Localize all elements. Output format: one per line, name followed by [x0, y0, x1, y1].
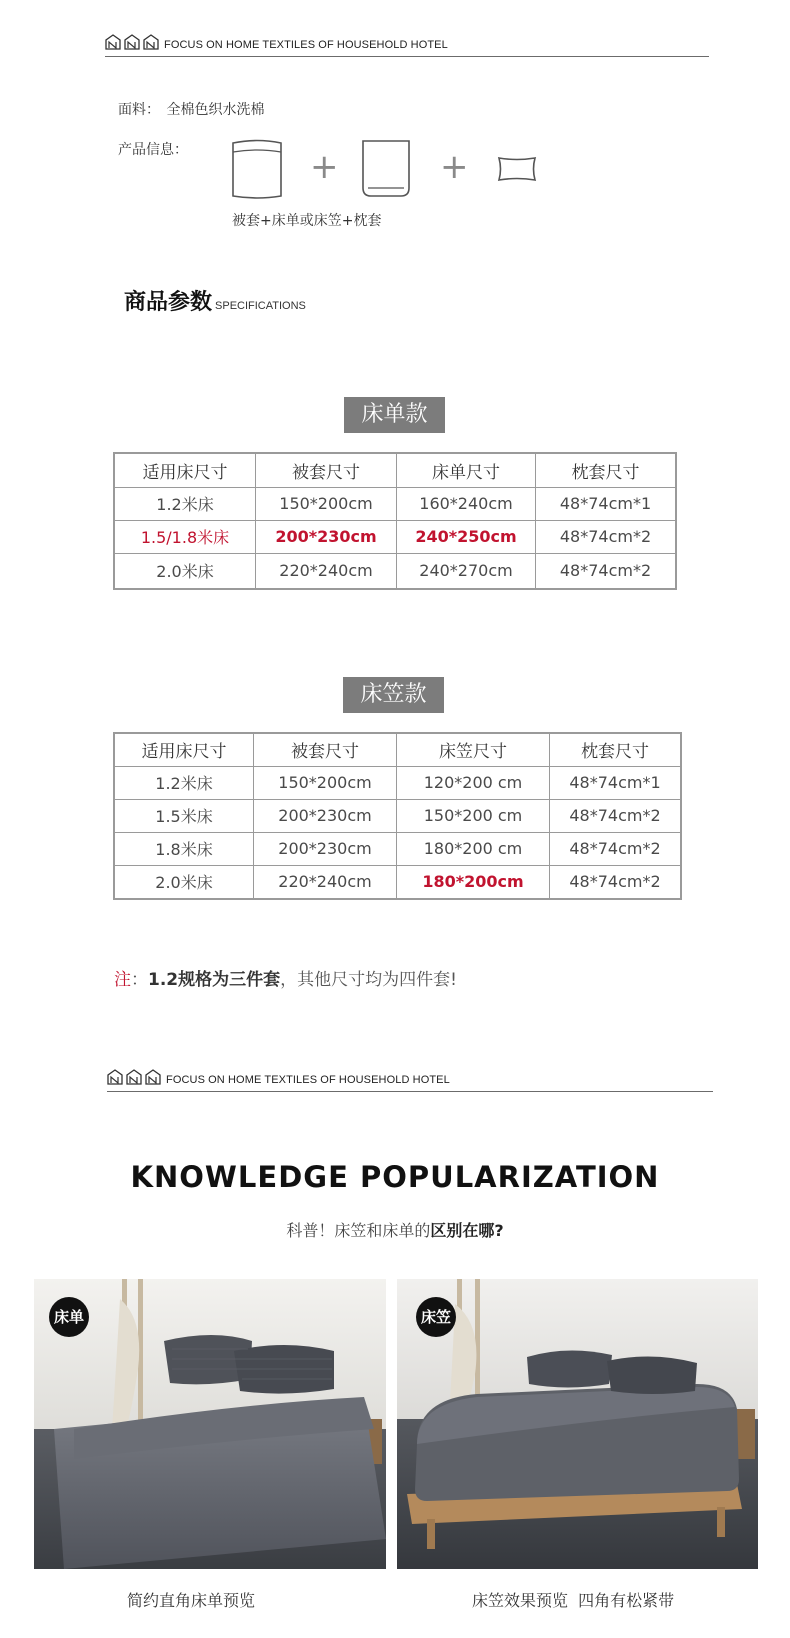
table-cell: 1.2米床: [114, 487, 256, 520]
note-colon: ：: [131, 970, 148, 990]
table-header-cell: 被套尺寸: [256, 453, 397, 487]
bed-sheet-icon: [360, 138, 412, 200]
plus-sign: +: [440, 147, 469, 187]
table-cell: 48*74cm*2: [550, 799, 682, 832]
table-header-cell: 枕套尺寸: [536, 453, 677, 487]
fitted-sheet-photo: [397, 1279, 758, 1569]
house-icon: [105, 34, 121, 50]
spec-heading: [124, 285, 306, 316]
table-row: [114, 487, 676, 520]
table-cell: 220*240cm: [256, 553, 397, 589]
sheet-style-badge: 床单款: [344, 397, 445, 433]
table-header-row: [114, 453, 676, 487]
table-row: [114, 832, 681, 865]
table-cell: 200*230cm: [254, 832, 397, 865]
table-row: [114, 553, 676, 589]
fitted-sheet-caption: 床笠效果预览 四角有松紧带: [472, 1591, 675, 1610]
plus-sign: +: [310, 147, 339, 187]
table-cell: 150*200 cm: [397, 799, 550, 832]
house-icon: [124, 34, 140, 50]
table-header-cell: 适用床尺寸: [114, 733, 254, 766]
knowledge-subtitle-plain: 科普！床笠和床单的: [286, 1221, 431, 1240]
fabric-row: [118, 99, 264, 119]
flat-sheet-caption: 简约直角床单预览: [127, 1591, 256, 1610]
table-cell: 2.0米床: [114, 553, 256, 589]
table-cell: 1.5米床: [114, 799, 254, 832]
table-cell: 180*200 cm: [397, 832, 550, 865]
table-cell: 150*200cm: [254, 766, 397, 799]
table-cell: 240*270cm: [397, 553, 536, 589]
product-info-label: 产品信息：: [118, 142, 188, 158]
table-row-highlighted: [114, 520, 676, 553]
table-cell: 2.0米床: [114, 865, 254, 899]
duvet-cover-icon: [230, 138, 284, 200]
table-row: [114, 799, 681, 832]
house-icons: [105, 34, 159, 50]
brand-text: FOCUS ON HOME TEXTILES OF HOUSEHOLD HOTEL: [164, 39, 448, 51]
note-bold: 1.2规格为三件套: [148, 970, 281, 990]
fitted-sheet-badge: 床笠: [416, 1297, 456, 1337]
table-cell: 48*74cm*2: [550, 865, 682, 899]
table-cell: 120*200 cm: [397, 766, 550, 799]
table-cell: 200*230cm: [254, 799, 397, 832]
table-header-cell: 床单尺寸: [397, 453, 536, 487]
spec-heading-en: SPECIFICATIONS: [215, 300, 306, 312]
table-header-cell: 被套尺寸: [254, 733, 397, 766]
table-cell: 200*230cm: [256, 520, 397, 553]
table-cell: 48*74cm*2: [536, 520, 677, 553]
table-cell-highlighted: 180*200cm: [397, 865, 550, 899]
size-note: [114, 965, 457, 990]
house-icon: [126, 1069, 142, 1085]
sheet-spec-table: [113, 452, 677, 590]
house-icon: [107, 1069, 123, 1085]
table-row: [114, 865, 681, 899]
table-cell: 1.5/1.8米床: [114, 520, 256, 553]
table-header-cell: 枕套尺寸: [550, 733, 682, 766]
fitted-style-badge: 床笠款: [343, 677, 444, 713]
table-cell: 48*74cm*2: [550, 832, 682, 865]
table-row: [114, 766, 681, 799]
house-icon: [143, 34, 159, 50]
table-cell: 220*240cm: [254, 865, 397, 899]
table-cell: 160*240cm: [397, 487, 536, 520]
brand-header-bottom: [107, 1069, 713, 1092]
note-rest: ，其他尺寸均为四件套!: [280, 970, 457, 990]
house-icons: [107, 1069, 161, 1085]
brand-text: FOCUS ON HOME TEXTILES OF HOUSEHOLD HOTEL: [166, 1074, 450, 1086]
pillowcase-icon: [496, 155, 538, 183]
table-cell: 1.8米床: [114, 832, 254, 865]
note-key: 注: [114, 970, 131, 990]
product-info-caption: 被套+床单或床笠+枕套: [232, 213, 382, 229]
table-header-cell: 床笠尺寸: [397, 733, 550, 766]
fabric-label: 面料：: [118, 102, 160, 118]
table-cell: 48*74cm*1: [536, 487, 677, 520]
flat-sheet-photo: [34, 1279, 386, 1569]
brand-header-top: [105, 34, 709, 57]
table-cell: 48*74cm*1: [550, 766, 682, 799]
knowledge-subtitle: [0, 1218, 790, 1241]
table-cell: 1.2米床: [114, 766, 254, 799]
spec-heading-cn: 商品参数: [124, 290, 213, 315]
knowledge-title: KNOWLEDGE POPULARIZATION: [130, 1160, 660, 1194]
fabric-value: 全棉色织水洗棉: [166, 102, 265, 118]
flat-sheet-badge: 床单: [49, 1297, 89, 1337]
table-header-cell: 适用床尺寸: [114, 453, 256, 487]
table-header-row: [114, 733, 681, 766]
knowledge-subtitle-bold: 区别在哪?: [430, 1221, 504, 1240]
table-cell: 240*250cm: [397, 520, 536, 553]
table-cell: 150*200cm: [256, 487, 397, 520]
table-cell: 48*74cm*2: [536, 553, 677, 589]
fitted-spec-table: [113, 732, 682, 900]
house-icon: [145, 1069, 161, 1085]
